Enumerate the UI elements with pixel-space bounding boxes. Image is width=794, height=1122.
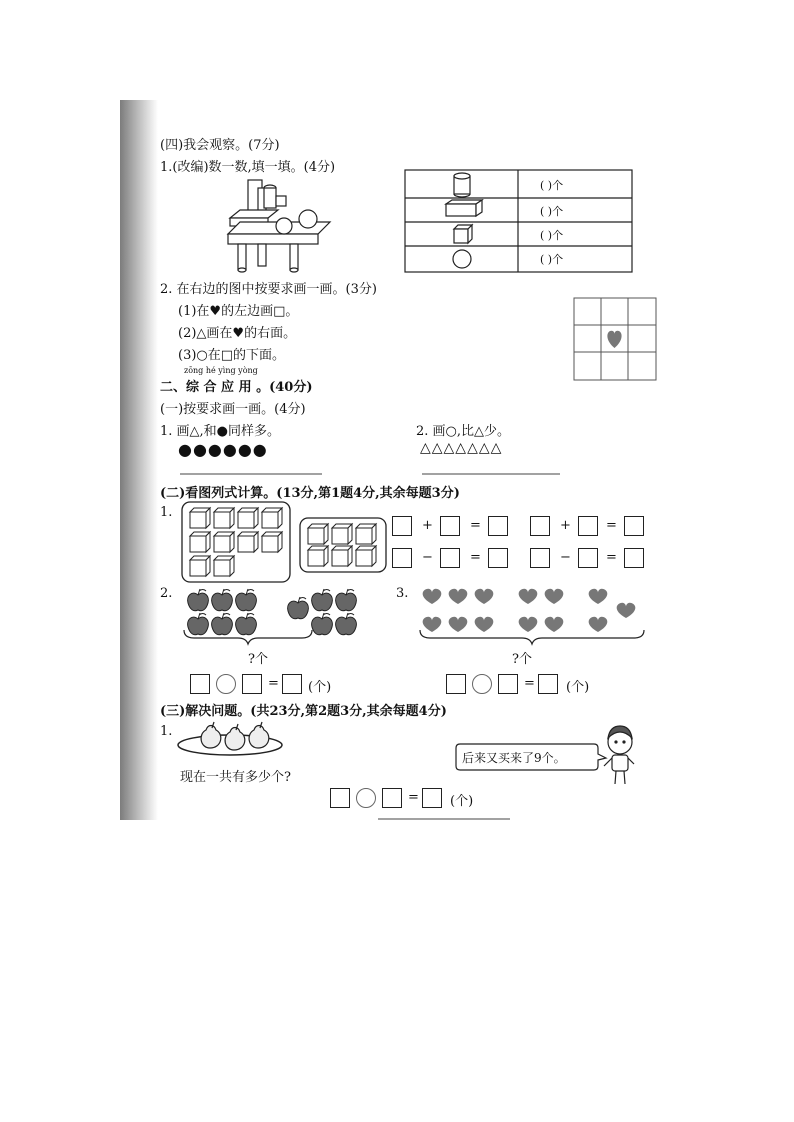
q2-item-3: (3)○在□的下面。 [178,348,286,363]
answer-box[interactable] [538,674,558,694]
section-two-pinyin: zōng hé yìng yòng [184,366,258,375]
block-structure-figure [228,180,330,272]
section-four-title: (四)我会观察。(7分) [160,138,280,153]
apple-icon [188,589,209,611]
cuboid-icon [446,200,482,216]
cube-icon [214,556,234,576]
worksheet-page [120,100,680,820]
q2-label: 2. 在右边的图中按要求画一画。(3分) [160,282,377,297]
cuboid-answer-blank[interactable]: ( )个 [540,205,564,218]
pears-on-plate-figure [178,722,282,755]
operator-circle[interactable] [216,674,236,694]
shape-count-table [405,170,632,272]
cube-icon [214,532,234,552]
heart-icon [423,589,442,604]
cube-icon [190,556,210,576]
minus-sign: − [560,550,571,565]
black-dots-row: ●●●●●● [178,440,268,459]
plus-sign: + [560,518,571,533]
cylinder-icon [454,173,470,197]
part1-q2-label: 2. 画○,比△少。 [416,424,511,439]
unit-label: (个) [450,794,474,809]
apple-icon [236,613,257,635]
equals-sign: = [606,550,617,565]
cube-answer-blank[interactable]: ( )个 [540,229,564,242]
cylinder-answer-blank[interactable]: ( )个 [540,179,564,192]
answer-box[interactable] [498,674,518,694]
answer-box[interactable] [190,674,210,694]
q1-label: 1.(改编)数一数,填一填。(4分) [160,160,336,175]
minus-sign: − [422,550,433,565]
apples-question: ?个 [248,652,268,667]
answer-box[interactable] [488,548,508,568]
hearts-brace [420,630,644,644]
part1-title: (一)按要求画一画。(4分) [160,402,306,417]
apple-icon [336,613,357,635]
answer-box[interactable] [578,516,598,536]
triangles-row: △△△△△△△ [420,440,503,456]
answer-box[interactable] [330,788,350,808]
equals-sign: = [470,518,481,533]
sphere-icon [453,250,471,268]
cube-icon [332,546,352,566]
heart-icon [475,617,494,632]
answer-box[interactable] [382,788,402,808]
answer-box[interactable] [446,674,466,694]
answer-box[interactable] [422,788,442,808]
part2-q3-label: 3. [396,586,409,601]
apple-icon [312,589,333,611]
part3-title: (三)解决问题。(共23分,第2题3分,其余每题4分) [160,704,447,719]
plus-sign: + [422,518,433,533]
heart-icon [475,589,494,604]
cube-icon [238,532,258,552]
cube-icon [262,532,282,552]
heart-icon [589,589,608,604]
boy-figure [604,726,634,784]
unit-label: (个) [566,680,590,695]
answer-box[interactable] [624,516,644,536]
equals-sign: = [524,676,535,691]
answer-box[interactable] [578,548,598,568]
part3-q1-label: 1. [160,724,173,739]
heart-icon [423,617,442,632]
q2-item-1: (1)在♥的左边画□。 [178,304,299,319]
part3-question: 现在一共有多少个? [180,770,291,785]
heart-icon [449,589,468,604]
apple-icon [212,589,233,611]
operator-circle[interactable] [472,674,492,694]
cube-icon [238,508,258,528]
sphere-answer-blank[interactable]: ( )个 [540,253,564,266]
cube-icon [308,524,328,544]
cube-icon [214,508,234,528]
answer-box[interactable] [282,674,302,694]
answer-box[interactable] [624,548,644,568]
apple-icon [236,589,257,611]
operator-circle[interactable] [356,788,376,808]
equals-sign: = [268,676,279,691]
section-two-title: 二、综 合 应 用 。(40分) [160,380,313,395]
apple-icon [212,613,233,635]
grid-heart-icon [607,331,621,348]
answer-box[interactable] [530,548,550,568]
answer-box[interactable] [440,516,460,536]
answer-box[interactable] [392,548,412,568]
equals-sign: = [470,550,481,565]
cube-icon [308,546,328,566]
equals-sign: = [408,790,419,805]
heart-icon [617,603,636,618]
unit-label: (个) [308,680,332,695]
cube-icon [454,225,472,243]
answer-box[interactable] [242,674,262,694]
heart-icon [545,589,564,604]
cube-icon [190,532,210,552]
equals-sign: = [606,518,617,533]
cube-icon [190,508,210,528]
speech-text: 后来又买来了9个。 [462,751,566,765]
q2-item-2: (2)△画在♥的右面。 [178,326,297,341]
hearts-question: ?个 [512,652,532,667]
cube-icon [356,524,376,544]
heart-icon [519,617,538,632]
heart-icon [545,617,564,632]
cube-icon [356,546,376,566]
answer-box[interactable] [440,548,460,568]
heart-icon [589,617,608,632]
part2-title: (二)看图列式计算。(13分,第1题4分,其余每题3分) [160,486,460,501]
cube-icon [262,508,282,528]
apple-icon [312,613,333,635]
apple-icon [188,613,209,635]
answer-box[interactable] [488,516,508,536]
heart-icon [519,589,538,604]
cube-icon [332,524,352,544]
heart-icon [449,617,468,632]
answer-box[interactable] [392,516,412,536]
apple-icon [288,597,309,619]
answer-box[interactable] [530,516,550,536]
apple-icon [336,589,357,611]
part2-q2-label: 2. [160,586,173,601]
part2-q1-label: 1. [160,505,173,520]
part1-q1-label: 1. 画△,和●同样多。 [160,424,281,439]
